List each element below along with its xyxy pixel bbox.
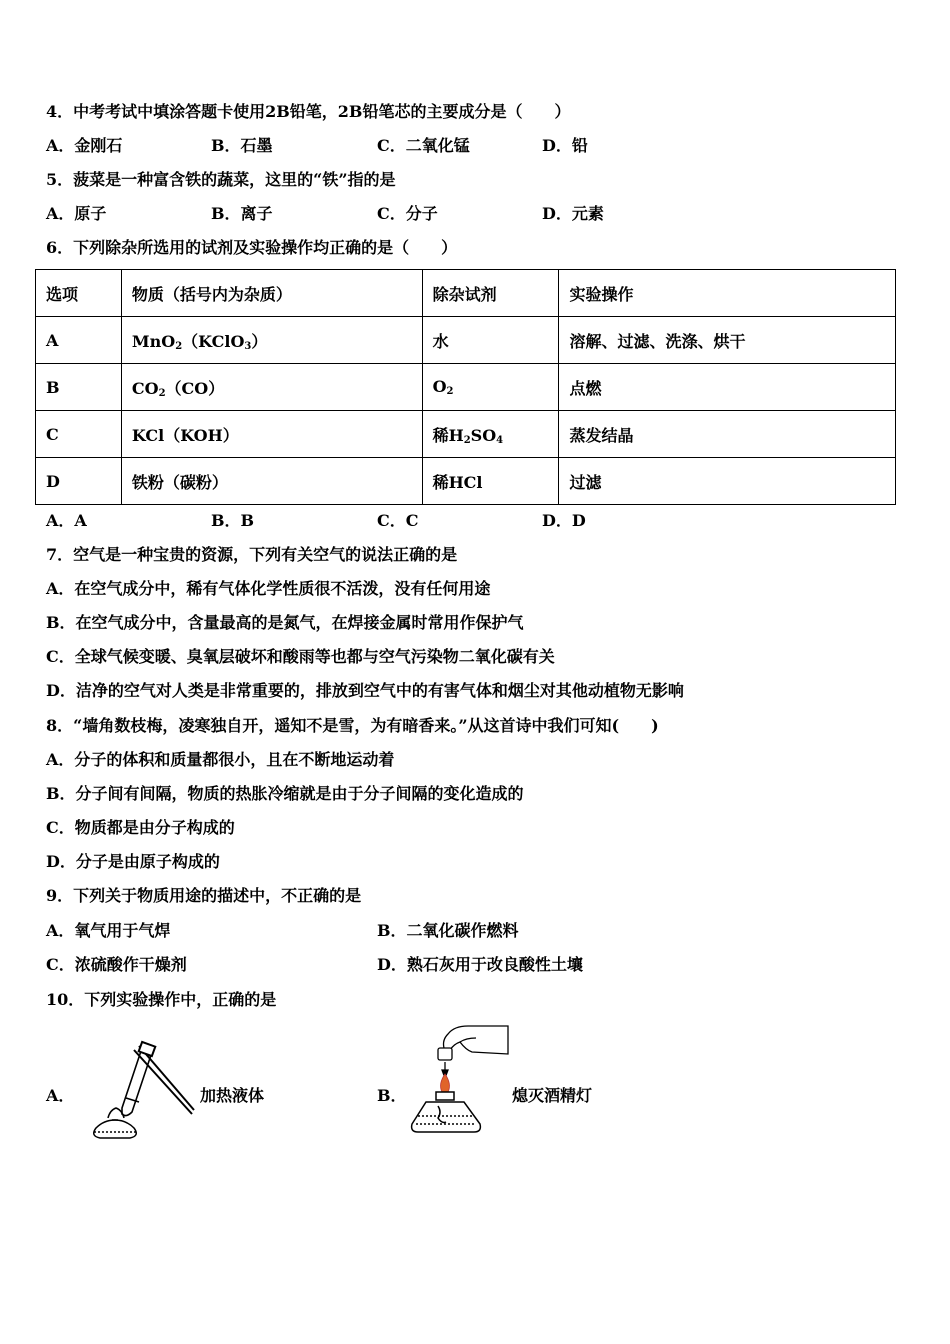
q6-option-c[interactable]: C．C — [377, 511, 419, 530]
q4-option-c[interactable]: C．二氧化锰 — [377, 136, 470, 155]
row-substance: KCl（KOH） — [121, 411, 422, 458]
hand-icon — [444, 1026, 509, 1054]
q9-option-d[interactable]: D．熟石灰用于改良酸性土壤 — [377, 955, 583, 974]
q5-option-c[interactable]: C．分子 — [377, 204, 438, 223]
row-reagent: $O_2$ — [422, 364, 559, 411]
q5-option-d[interactable]: D．元素 — [542, 204, 604, 223]
q7-option-a[interactable]: A．在空气成分中，稀有气体化学性质很不活泼，没有任何用途 — [46, 579, 491, 598]
q4-option-a[interactable]: A．金刚石 — [46, 136, 123, 155]
extinguish-lamp-figure — [408, 1020, 513, 1144]
table-row — [36, 364, 896, 411]
q5-stem: 5．菠菜是一种富含铁的蔬菜，这里的“铁”指的是 — [46, 170, 396, 189]
q8-option-a[interactable]: A．分子的体积和质量都很小，且在不断地运动着 — [46, 750, 395, 769]
table-header: 选项 — [36, 270, 122, 317]
q6-option-a[interactable]: A．A — [46, 511, 87, 530]
q4-option-d[interactable]: D．铅 — [542, 136, 588, 155]
q4-option-b[interactable]: B．石墨 — [211, 136, 273, 155]
table-header-row — [36, 270, 896, 317]
q7-stem: 7．空气是一种宝贵的资源，下列有关空气的说法正确的是 — [46, 545, 458, 564]
q4-stem: 4．中考考试中填涂答题卡使用2B铅笔，2B铅笔芯的主要成分是（ ） — [46, 102, 571, 121]
row-option: A — [36, 317, 122, 364]
table-row — [36, 458, 896, 505]
q9-stem: 9．下列关于物质用途的描述中，不正确的是 — [46, 886, 362, 905]
alcohol-lamp-icon — [94, 1108, 137, 1138]
row-substance: 铁粉（碳粉） — [121, 458, 422, 505]
q7-option-c[interactable]: C．全球气候变暖、臭氧层破坏和酸雨等也都与空气污染物二氧化碳有关 — [46, 647, 555, 666]
q6-option-b[interactable]: B．B — [211, 511, 255, 530]
q6-option-d[interactable]: D．D — [542, 511, 586, 530]
row-operation: 溶解、过滤、洗涤、烘干 — [559, 317, 896, 364]
q9-option-b[interactable]: B．二氧化碳作燃料 — [377, 921, 519, 940]
q10-option-b-caption: 熄灭酒精灯 — [512, 1086, 593, 1105]
q8-stem: 8．“墙角数枝梅，凌寒独自开，遥知不是雪，为有暗香来。”从这首诗中我们可知( ) — [46, 716, 659, 735]
q10-stem: 10．下列实验操作中，正确的是 — [46, 990, 277, 1009]
row-option: C — [36, 411, 122, 458]
row-option: D — [36, 458, 122, 505]
q8-option-b[interactable]: B．分子间有间隔，物质的热胀冷缩就是由于分子间隔的变化造成的 — [46, 784, 524, 803]
table-header: 除杂试剂 — [422, 270, 559, 317]
row-substance: MnO$_2$（KClO$_3$） — [121, 317, 422, 364]
row-operation: 过滤 — [559, 458, 896, 505]
q10-option-a-caption: 加热液体 — [200, 1086, 265, 1105]
q10-option-a-label[interactable]: A． — [46, 1086, 75, 1105]
q10-option-b-label[interactable]: B． — [377, 1086, 407, 1105]
row-substance: $CO_2(CO)$ — [121, 364, 422, 411]
table-row — [36, 317, 896, 364]
q8-option-d[interactable]: D．分子是由原子构成的 — [46, 852, 220, 871]
q9-option-a[interactable]: A．氧气用于气焊 — [46, 921, 171, 940]
row-reagent: 稀HCl — [422, 458, 559, 505]
q5-option-b[interactable]: B．离子 — [211, 204, 273, 223]
q7-option-d[interactable]: D．洁净的空气对人类是非常重要的，排放到空气中的有害气体和烟尘对其他动植物无影响 — [46, 681, 684, 700]
table-header: 实验操作 — [559, 270, 896, 317]
row-operation: 点燃 — [559, 364, 896, 411]
heating-liquid-figure — [82, 1036, 197, 1142]
q9-option-c[interactable]: C．浓硫酸作干燥剂 — [46, 955, 187, 974]
flame-icon — [441, 1074, 450, 1092]
q5-option-a[interactable]: A．原子 — [46, 204, 107, 223]
q7-option-b[interactable]: B．在空气成分中，含量最高的是氮气，在焊接金属时常用作保护气 — [46, 613, 524, 632]
q6-table — [35, 269, 896, 505]
alcohol-lamp-icon — [412, 1092, 481, 1132]
row-reagent: 稀$H_2SO_4$ — [422, 411, 559, 458]
table-row — [36, 411, 896, 458]
table-header: 物质（括号内为杂质） — [121, 270, 422, 317]
test-tube-icon — [122, 1048, 152, 1116]
row-operation: 蒸发结晶 — [559, 411, 896, 458]
q8-option-c[interactable]: C．物质都是由分子构成的 — [46, 818, 235, 837]
q6-stem: 6．下列除杂所选用的试剂及实验操作均正确的是（ ） — [46, 238, 458, 257]
row-option: B — [36, 364, 122, 411]
row-reagent: 水 — [422, 317, 559, 364]
